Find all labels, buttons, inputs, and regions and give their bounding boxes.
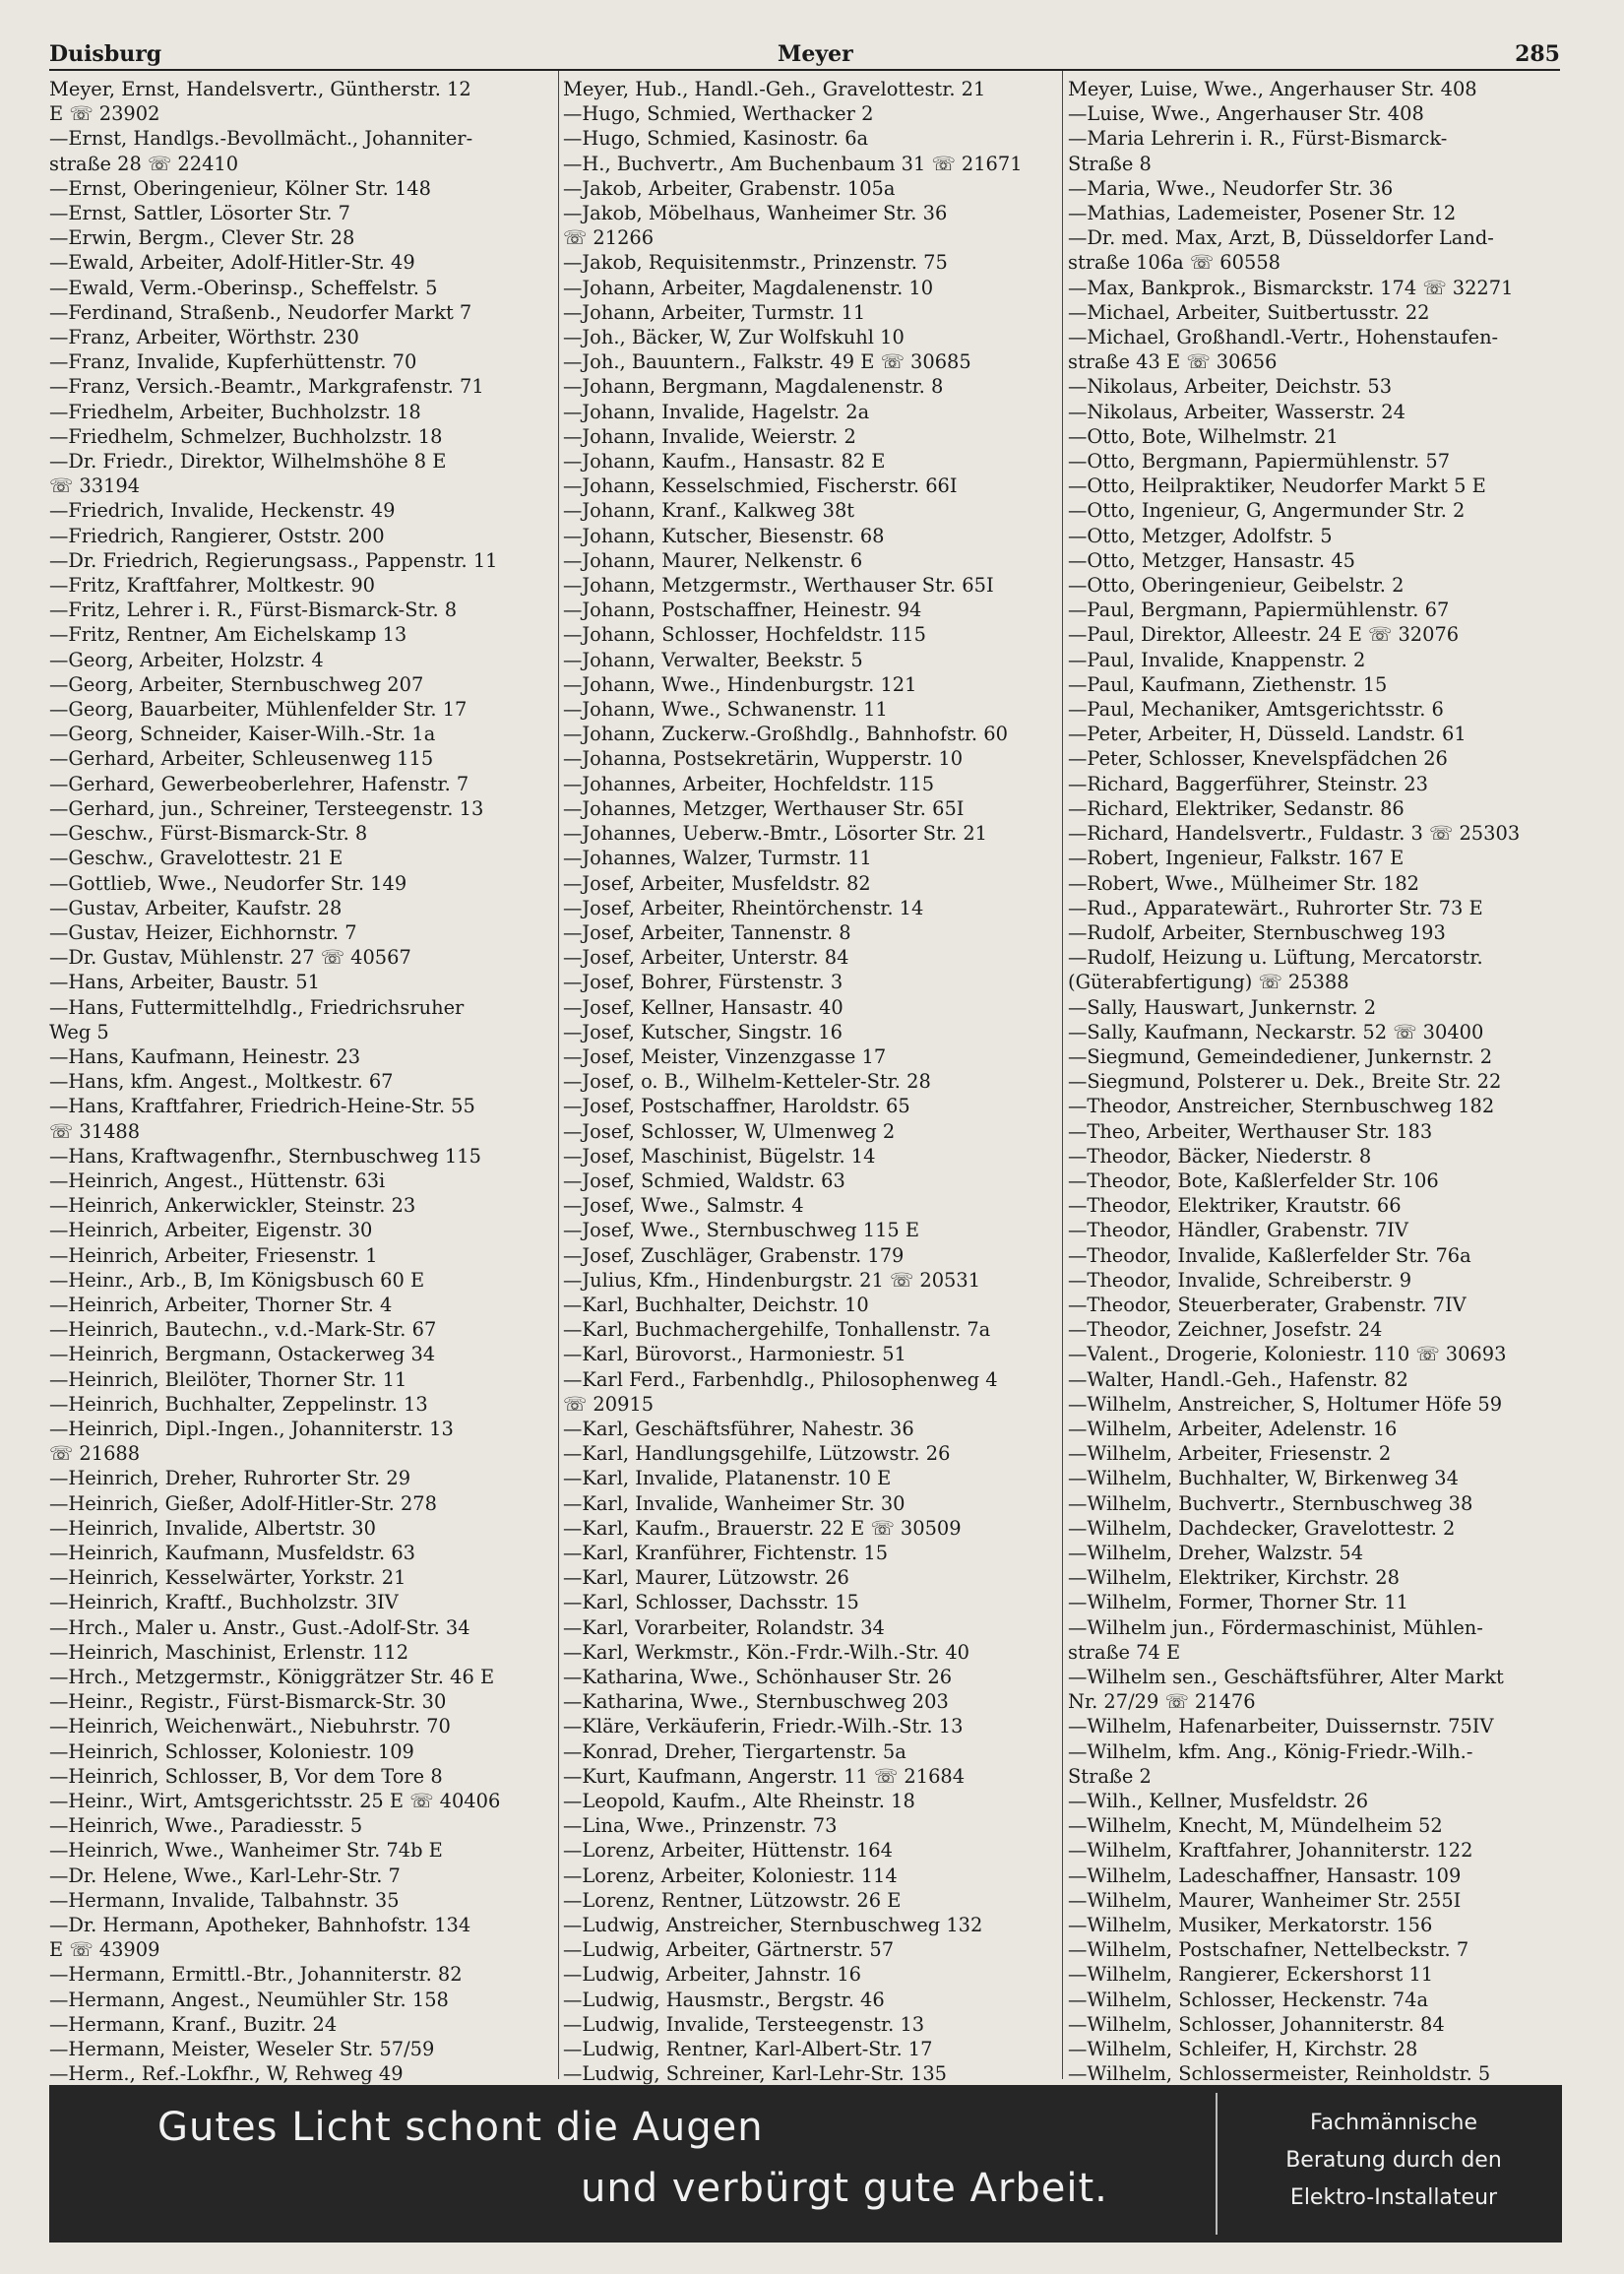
directory-entry: —H., Buchvertr., Am Buchenbaum 31 ☏ 21671 xyxy=(563,152,1023,175)
directory-entry: (Güterabfertigung) ☏ 25388 xyxy=(1068,971,1349,994)
directory-entry: —Georg, Bauarbeiter, Mühlenfelder Str. 17 xyxy=(49,698,468,722)
directory-entry: —Wilhelm, Former, Thorner Str. 11 xyxy=(1068,1591,1408,1614)
directory-entry: —Theodor, Anstreicher, Sternbuschweg 182 xyxy=(1068,1095,1495,1118)
directory-entry: Weg 5 xyxy=(49,1020,109,1043)
directory-entry: —Wilhelm sen., Geschäftsführer, Alter Markt xyxy=(1068,1666,1504,1688)
directory-entry: —Julius, Kfm., Hindenburgstr. 21 ☏ 20531 xyxy=(563,1268,981,1292)
directory-entry: —Theodor, Bäcker, Niederstr. 8 xyxy=(1068,1144,1372,1168)
directory-entry: —Paul, Mechaniker, Amtsgerichtsstr. 6 xyxy=(1068,698,1444,722)
directory-entry: —Siegmund, Gemeindediener, Junkernstr. 2 xyxy=(1068,1044,1493,1068)
directory-entry: —Heinrich, Ankerwickler, Steinstr. 23 xyxy=(49,1194,416,1218)
directory-entry: —Otto, Oberingenieur, Geibelstr. 2 xyxy=(1068,574,1405,598)
directory-entry: —Heinrich, Dipl.-Ingen., Johanniterstr. 13 xyxy=(49,1417,454,1440)
directory-entry: —Hans, Kraftfahrer, Friedrich-Heine-Str. 55 xyxy=(49,1095,475,1118)
advertisement-side-text xyxy=(1225,2105,1562,2217)
directory-entry: —Ludwig, Anstreicher, Sternbuschweg 132 xyxy=(563,1914,983,1937)
directory-entry: —Heinrich, Bautechn., v.d.-Mark-Str. 67 xyxy=(49,1318,437,1342)
advertisement-divider xyxy=(1216,2093,1218,2235)
directory-entry: —Ludwig, Arbeiter, Gärtnerstr. 57 xyxy=(563,1938,895,1962)
directory-entry: —Heinrich, Gießer, Adolf-Hitler-Str. 278 xyxy=(49,1491,437,1515)
directory-entry: —Johannes, Metzger, Werthauser Str. 65I xyxy=(563,796,965,820)
directory-entry: —Ewald, Verm.-Oberinsp., Scheffelstr. 5 xyxy=(49,276,438,299)
directory-entry: —Johann, Maurer, Nelkenstr. 6 xyxy=(563,548,863,572)
directory-entry: —Heinr., Wirt, Amtsgerichtsstr. 25 E ☏ 40406 xyxy=(49,1790,501,1813)
directory-entry: —Jakob, Möbelhaus, Wanheimer Str. 36 xyxy=(563,202,948,225)
directory-entry: —Kläre, Verkäuferin, Friedr.-Wilh.-Str. 13 xyxy=(563,1715,964,1738)
directory-entry: —Hans, Kraftwagenfhr., Sternbuschweg 115 xyxy=(49,1144,481,1168)
directory-entry: —Karl, Vorarbeiter, Rolandstr. 34 xyxy=(563,1615,885,1639)
directory-entry: ☏ 31488 xyxy=(49,1119,141,1143)
directory-entry: —Johann, Schlosser, Hochfeldstr. 115 xyxy=(563,623,926,647)
directory-entry: —Hrch., Maler u. Anstr., Gust.-Adolf-Str. 34 xyxy=(49,1615,470,1639)
directory-entry: —Josef, Maschinist, Bügelstr. 14 xyxy=(563,1144,876,1168)
directory-entry: —Ewald, Arbeiter, Adolf-Hitler-Str. 49 xyxy=(49,251,415,275)
directory-entry: —Erwin, Bergm., Clever Str. 28 xyxy=(49,226,355,250)
directory-entry: —Wilh., Kellner, Musfeldstr. 26 xyxy=(1068,1790,1369,1813)
directory-entry: —Paul, Kaufmann, Ziethenstr. 15 xyxy=(1068,672,1388,696)
directory-entry: —Wilhelm, Buchvertr., Sternbuschweg 38 xyxy=(1068,1491,1473,1515)
directory-entry: —Ernst, Handlgs.-Bevollmächt., Johanniter- xyxy=(49,127,473,151)
directory-entry: —Karl, Buchmachergehilfe, Tonhallenstr. 7a xyxy=(563,1318,991,1342)
directory-entry: —Johann, Zuckerw.-Großhdlg., Bahnhofstr. 60 xyxy=(563,723,1008,746)
directory-entry: —Wilhelm, Rangierer, Eckershorst 11 xyxy=(1068,1963,1434,1987)
directory-entry: —Johannes, Walzer, Turmstr. 11 xyxy=(563,847,872,870)
directory-entry: —Josef, Postschaffner, Haroldstr. 65 xyxy=(563,1095,910,1118)
directory-entry: —Heinrich, Schlosser, Koloniestr. 109 xyxy=(49,1739,414,1763)
directory-entry: —Wilhelm, Dreher, Walzstr. 54 xyxy=(1068,1541,1364,1564)
directory-entry: ☏ 20915 xyxy=(563,1392,655,1416)
directory-entry: —Heinrich, Angest., Hüttenstr. 63i xyxy=(49,1169,386,1192)
directory-entry: —Otto, Bergmann, Papiermühlenstr. 57 xyxy=(1068,450,1451,474)
directory-entry: —Kurt, Kaufmann, Angerstr. 11 ☏ 21684 xyxy=(563,1764,966,1788)
directory-entry: —Dr. Helene, Wwe., Karl-Lehr-Str. 7 xyxy=(49,1863,401,1887)
directory-entry: —Karl, Invalide, Wanheimer Str. 30 xyxy=(563,1491,906,1515)
directory-entry: —Dr. Hermann, Apotheker, Bahnhofstr. 134 xyxy=(49,1914,471,1937)
directory-entry: —Sally, Hauswart, Junkernstr. 2 xyxy=(1068,995,1377,1019)
directory-entry: —Katharina, Wwe., Schönhauser Str. 26 xyxy=(563,1666,953,1688)
directory-entry: —Otto, Heilpraktiker, Neudorfer Markt 5 E xyxy=(1068,474,1486,498)
directory-entry: —Hermann, Meister, Weseler Str. 57/59 xyxy=(49,2038,435,2061)
directory-entry: —Siegmund, Polsterer u. Dek., Breite Str. 22 xyxy=(1068,1070,1502,1094)
directory-entry: —Johann, Wwe., Schwanenstr. 11 xyxy=(563,698,888,722)
directory-entry: —Heinrich, Arbeiter, Eigenstr. 30 xyxy=(49,1219,373,1242)
directory-entry: —Johann, Metzgermstr., Werthauser Str. 65I xyxy=(563,574,994,598)
advertisement-slogan-line-1: Gutes Licht schont die Augen xyxy=(157,2105,764,2150)
directory-entry: —Paul, Invalide, Knappenstr. 2 xyxy=(1068,648,1366,671)
directory-entry: —Robert, Wwe., Mülheimer Str. 182 xyxy=(1068,871,1419,895)
directory-entry: —Dr. Gustav, Mühlenstr. 27 ☏ 40567 xyxy=(49,946,411,970)
directory-entry: —Franz, Invalide, Kupferhüttenstr. 70 xyxy=(49,350,417,374)
directory-entry: —Dr. Friedrich, Regierungsass., Pappenstr. 11 xyxy=(49,548,498,572)
directory-entry: —Friedrich, Rangierer, Oststr. 200 xyxy=(49,524,385,547)
directory-entry: —Ernst, Sattler, Lösorter Str. 7 xyxy=(49,202,350,225)
directory-entry: —Lorenz, Rentner, Lützowstr. 26 E xyxy=(563,1888,902,1912)
directory-entry: —Heinrich, Wwe., Paradiesstr. 5 xyxy=(49,1814,363,1838)
directory-entry: —Valent., Drogerie, Koloniestr. 110 ☏ 30693 xyxy=(1068,1343,1507,1366)
directory-entry: —Otto, Ingenieur, G, Angermunder Str. 2 xyxy=(1068,499,1466,523)
directory-entry: —Georg, Schneider, Kaiser-Wilh.-Str. 1a xyxy=(49,723,436,746)
directory-entry: —Gerhard, Gewerbeoberlehrer, Hafenstr. 7 xyxy=(49,772,469,795)
directory-entry: —Michael, Arbeiter, Suitbertusstr. 22 xyxy=(1068,300,1430,324)
directory-entry: —Karl, Bürovorst., Harmoniestr. 51 xyxy=(563,1343,906,1366)
directory-entry: —Fritz, Kraftfahrer, Moltkestr. 90 xyxy=(49,574,376,598)
directory-entry: —Gustav, Heizer, Eichhornstr. 7 xyxy=(49,920,357,944)
directory-entry: —Walter, Handl.-Geh., Hafenstr. 82 xyxy=(1068,1367,1408,1391)
directory-entry: —Heinrich, Kesselwärter, Yorkstr. 21 xyxy=(49,1566,406,1590)
directory-entry: —Wilhelm, Musiker, Merkatorstr. 156 xyxy=(1068,1914,1433,1937)
directory-entry: —Richard, Baggerführer, Steinstr. 23 xyxy=(1068,772,1428,795)
directory-entry: —Franz, Arbeiter, Wörthstr. 230 xyxy=(49,326,359,349)
directory-entry: —Wilhelm, kfm. Ang., König-Friedr.-Wilh.- xyxy=(1068,1739,1473,1763)
directory-entry: —Karl, Werkmstr., Kön.-Frdr.-Wilh.-Str. 40 xyxy=(563,1640,970,1664)
directory-entry: —Heinrich, Schlosser, B, Vor dem Tore 8 xyxy=(49,1764,443,1788)
directory-entry: straße 106a ☏ 60558 xyxy=(1068,251,1280,275)
directory-entry: —Gottlieb, Wwe., Neudorfer Str. 149 xyxy=(49,871,407,895)
page-number: 285 xyxy=(1515,41,1560,67)
directory-entry: —Heinrich, Dreher, Ruhrorter Str. 29 xyxy=(49,1467,411,1490)
directory-entry: —Hrch., Metzgermstr., Königgrätzer Str. 46 E xyxy=(49,1666,495,1688)
directory-entry: E ☏ 23902 xyxy=(49,102,160,126)
directory-entry: —Wilhelm, Buchhalter, W, Birkenweg 34 xyxy=(1068,1467,1459,1490)
directory-entry: —Wilhelm, Hafenarbeiter, Duissernstr. 75IV xyxy=(1068,1715,1494,1738)
directory-entry: —Josef, o. B., Wilhelm-Ketteler-Str. 28 xyxy=(563,1070,931,1094)
directory-entry: —Michael, Großhandl.-Vertr., Hohenstaufen- xyxy=(1068,326,1499,349)
directory-entry: —Ferdinand, Straßenb., Neudorfer Markt 7 xyxy=(49,300,472,324)
directory-entry: —Herm., Ref.-Lokfhr., W, Rehweg 49 xyxy=(49,2062,404,2086)
directory-entry: Meyer, Hub., Handl.-Geh., Gravelottestr. 21 xyxy=(563,78,986,100)
directory-entry: —Johann, Invalide, Weierstr. 2 xyxy=(563,424,856,448)
directory-entry: —Hans, kfm. Angest., Moltkestr. 67 xyxy=(49,1070,394,1094)
directory-entry: —Wilhelm, Schlossermeister, Reinholdstr. 5 xyxy=(1068,2062,1491,2086)
directory-entry: —Franz, Versich.-Beamtr., Markgrafenstr. 71 xyxy=(49,375,484,399)
directory-entry: —Wilhelm, Elektriker, Kirchstr. 28 xyxy=(1068,1566,1400,1590)
directory-entry: —Hermann, Kranf., Buzitr. 24 xyxy=(49,2012,338,2036)
advertisement-side-line: Beratung durch den xyxy=(1285,2148,1502,2173)
directory-entry: —Dr. Friedr., Direktor, Wilhelmshöhe 8 E xyxy=(49,450,447,474)
directory-entry: —Wilhelm, Arbeiter, Adelenstr. 16 xyxy=(1068,1417,1398,1440)
directory-entry: —Johannes, Arbeiter, Hochfeldstr. 115 xyxy=(563,772,935,795)
directory-entry: —Hans, Arbeiter, Baustr. 51 xyxy=(49,971,320,994)
directory-entry: —Josef, Wwe., Salmstr. 4 xyxy=(563,1194,804,1218)
directory-entry: —Heinrich, Wwe., Wanheimer Str. 74b E xyxy=(49,1839,443,1863)
directory-entry: —Heinrich, Bergmann, Ostackerweg 34 xyxy=(49,1343,436,1366)
directory-entry: —Paul, Direktor, Alleestr. 24 E ☏ 32076 xyxy=(1068,623,1460,647)
directory-entry: —Wilhelm jun., Fördermaschinist, Mühlen- xyxy=(1068,1615,1483,1639)
directory-entry: —Josef, Arbeiter, Musfeldstr. 82 xyxy=(563,871,871,895)
directory-entry: —Hermann, Angest., Neumühler Str. 158 xyxy=(49,1988,449,2011)
directory-entry: —Ludwig, Hausmstr., Bergstr. 46 xyxy=(563,1988,885,2011)
directory-entry: —Johann, Wwe., Hindenburgstr. 121 xyxy=(563,672,917,696)
directory-entry: —Johann, Kaufm., Hansastr. 82 E xyxy=(563,450,886,474)
directory-entry: —Heinrich, Buchhalter, Zeppelinstr. 13 xyxy=(49,1392,428,1416)
directory-entry: —Konrad, Dreher, Tiergartenstr. 5a xyxy=(563,1739,906,1763)
directory-entry: —Theodor, Invalide, Kaßlerfelder Str. 76a xyxy=(1068,1243,1471,1267)
directory-entry: —Rud., Apparatewärt., Ruhrorter Str. 73 E xyxy=(1068,896,1483,919)
directory-entry: —Richard, Handelsvertr., Fuldastr. 3 ☏ 25303 xyxy=(1068,822,1521,846)
directory-entry: —Richard, Elektriker, Sedanstr. 86 xyxy=(1068,796,1405,820)
directory-entry: —Johann, Invalide, Hagelstr. 2a xyxy=(563,400,870,423)
directory-entry: —Josef, Bohrer, Fürstenstr. 3 xyxy=(563,971,843,994)
directory-entry: —Karl, Maurer, Lützowstr. 26 xyxy=(563,1566,849,1590)
directory-entry: ☏ 33194 xyxy=(49,474,141,498)
directory-entry: —Paul, Bergmann, Papiermühlenstr. 67 xyxy=(1068,599,1450,622)
directory-entry: —Fritz, Lehrer i. R., Fürst-Bismarck-Str. 8 xyxy=(49,599,458,622)
directory-entry: —Johann, Arbeiter, Magdalenenstr. 10 xyxy=(563,276,934,299)
advertisement-side-line: Elektro-Installateur xyxy=(1289,2185,1498,2210)
directory-entry: —Peter, Arbeiter, H, Düsseld. Landstr. 61 xyxy=(1068,723,1467,746)
directory-entry: —Georg, Arbeiter, Holzstr. 4 xyxy=(49,648,324,671)
directory-entry: —Otto, Metzger, Hansastr. 45 xyxy=(1068,548,1355,572)
directory-entry: Meyer, Luise, Wwe., Angerhauser Str. 408 xyxy=(1068,78,1477,100)
directory-entry: —Karl, Geschäftsführer, Nahestr. 36 xyxy=(563,1417,914,1440)
directory-entry: —Heinrich, Maschinist, Erlenstr. 112 xyxy=(49,1640,409,1664)
directory-entry: —Mathias, Lademeister, Posener Str. 12 xyxy=(1068,202,1457,225)
directory-entry: —Josef, Wwe., Sternbuschweg 115 E xyxy=(563,1219,920,1242)
directory-entry: —Friedhelm, Arbeiter, Buchholzstr. 18 xyxy=(49,400,421,423)
directory-entry: —Theodor, Steuerberater, Grabenstr. 7IV xyxy=(1068,1293,1467,1316)
directory-entry: —Theodor, Zeichner, Josefstr. 24 xyxy=(1068,1318,1383,1342)
directory-entry: —Heinrich, Arbeiter, Friesenstr. 1 xyxy=(49,1243,378,1267)
directory-entry: —Hermann, Ermittl.-Btr., Johanniterstr. 82 xyxy=(49,1963,463,1987)
directory-entry: —Karl, Schlosser, Dachsstr. 15 xyxy=(563,1591,859,1614)
directory-entry: —Johanna, Postsekretärin, Wupperstr. 10 xyxy=(563,747,964,771)
directory-entry: —Katharina, Wwe., Sternbuschweg 203 xyxy=(563,1690,949,1714)
directory-entry: —Max, Bankprok., Bismarckstr. 174 ☏ 32271 xyxy=(1068,276,1514,299)
directory-entry: —Wilhelm, Dachdecker, Gravelottestr. 2 xyxy=(1068,1516,1456,1540)
directory-entry: —Wilhelm, Ladeschaffner, Hansastr. 109 xyxy=(1068,1863,1462,1887)
directory-entry: —Heinrich, Kraftf., Buchholzstr. 3IV xyxy=(49,1591,399,1614)
directory-entry: —Theodor, Invalide, Schreiberstr. 9 xyxy=(1068,1268,1412,1292)
directory-entry: Meyer, Ernst, Handelsvertr., Güntherstr. 12 xyxy=(49,78,471,100)
directory-entry: —Wilhelm, Maurer, Wanheimer Str. 255I xyxy=(1068,1888,1462,1912)
directory-entry: —Hermann, Invalide, Talbahnstr. 35 xyxy=(49,1888,400,1912)
directory-entry: —Heinrich, Arbeiter, Thorner Str. 4 xyxy=(49,1293,393,1316)
directory-entry: —Josef, Schmied, Waldstr. 63 xyxy=(563,1169,845,1192)
directory-entry: —Josef, Meister, Vinzenzgasse 17 xyxy=(563,1044,887,1068)
directory-entry: —Johann, Postschaffner, Heinestr. 94 xyxy=(563,599,922,622)
directory-entry: —Heinr., Arb., B, Im Königsbusch 60 E xyxy=(49,1268,425,1292)
directory-entry: —Maria, Wwe., Neudorfer Str. 36 xyxy=(1068,176,1394,200)
header-city: Duisburg xyxy=(49,41,162,67)
column-divider xyxy=(558,71,559,2079)
directory-entry: —Theodor, Bote, Kaßlerfelder Str. 106 xyxy=(1068,1169,1439,1192)
directory-entry: —Otto, Bote, Wilhelmstr. 21 xyxy=(1068,424,1339,448)
directory-entry: —Theodor, Händler, Grabenstr. 7IV xyxy=(1068,1219,1408,1242)
directory-entry: —Ludwig, Rentner, Karl-Albert-Str. 17 xyxy=(563,2038,933,2061)
directory-entry: —Heinrich, Weichenwärt., Niebuhrstr. 70 xyxy=(49,1715,451,1738)
directory-entry: —Joh., Bäcker, W, Zur Wolfskuhl 10 xyxy=(563,326,905,349)
directory-entry: —Heinr., Registr., Fürst-Bismarck-Str. 30 xyxy=(49,1690,447,1714)
page-header xyxy=(49,39,1560,71)
directory-column-1 xyxy=(49,77,556,2086)
directory-entry: —Karl Ferd., Farbenhdlg., Philosophenweg 4 xyxy=(563,1367,998,1391)
directory-entry: —Josef, Arbeiter, Tannenstr. 8 xyxy=(563,920,851,944)
directory-entry: —Johann, Kranf., Kalkweg 38t xyxy=(563,499,855,523)
directory-entry: —Hugo, Schmied, Kasinostr. 6a xyxy=(563,127,869,151)
directory-entry: —Wilhelm, Schlosser, Johanniterstr. 84 xyxy=(1068,2012,1445,2036)
directory-entry: —Heinrich, Bleilöter, Thorner Str. 11 xyxy=(49,1367,407,1391)
directory-entry: —Rudolf, Heizung u. Lüftung, Mercatorstr. xyxy=(1068,946,1483,970)
directory-entry: —Lorenz, Arbeiter, Hüttenstr. 164 xyxy=(563,1839,893,1863)
directory-entry: —Wilhelm, Schlosser, Heckenstr. 74a xyxy=(1068,1988,1429,2011)
directory-entry: —Nikolaus, Arbeiter, Wasserstr. 24 xyxy=(1068,400,1405,423)
directory-entry: —Ludwig, Invalide, Tersteegenstr. 13 xyxy=(563,2012,925,2036)
directory-entry: —Ludwig, Schreiner, Karl-Lehr-Str. 135 xyxy=(563,2062,947,2086)
directory-entry: —Wilhelm, Arbeiter, Friesenstr. 2 xyxy=(1068,1442,1392,1466)
directory-entry: —Josef, Kutscher, Singstr. 16 xyxy=(563,1020,843,1043)
directory-entry: —Maria Lehrerin i. R., Fürst-Bismarck- xyxy=(1068,127,1448,151)
directory-entry: —Heinrich, Kaufmann, Musfeldstr. 63 xyxy=(49,1541,416,1564)
directory-entry: —Gerhard, jun., Schreiner, Tersteegenstr. 13 xyxy=(49,796,484,820)
directory-entry: —Karl, Handlungsgehilfe, Lützowstr. 26 xyxy=(563,1442,951,1466)
directory-entry: Straße 2 xyxy=(1068,1764,1152,1788)
directory-entry: —Theodor, Elektriker, Krautstr. 66 xyxy=(1068,1194,1402,1218)
directory-entry: —Ludwig, Arbeiter, Jahnstr. 16 xyxy=(563,1963,861,1987)
directory-entry: —Georg, Arbeiter, Sternbuschweg 207 xyxy=(49,672,424,696)
header-surname: Meyer xyxy=(778,41,853,67)
directory-entry: ☏ 21266 xyxy=(563,226,655,250)
directory-entry: —Theo, Arbeiter, Werthauser Str. 183 xyxy=(1068,1119,1433,1143)
directory-entry: —Robert, Ingenieur, Falkstr. 167 E xyxy=(1068,847,1405,870)
advertisement-main xyxy=(49,2085,1211,2242)
directory-entry: —Josef, Kellner, Hansastr. 40 xyxy=(563,995,843,1019)
directory-entry: —Lina, Wwe., Prinzenstr. 73 xyxy=(563,1814,838,1838)
directory-entry: straße 43 E ☏ 30656 xyxy=(1068,350,1278,374)
directory-entry: —Sally, Kaufmann, Neckarstr. 52 ☏ 30400 xyxy=(1068,1020,1484,1043)
directory-entry: ☏ 21688 xyxy=(49,1442,141,1466)
directory-entry: —Joh., Bauuntern., Falkstr. 49 E ☏ 30685 xyxy=(563,350,971,374)
directory-entry: —Hans, Kaufmann, Heinestr. 23 xyxy=(49,1044,361,1068)
directory-entry: —Karl, Invalide, Platanenstr. 10 E xyxy=(563,1467,892,1490)
advertisement-slogan-line-2: und verbürgt gute Arbeit. xyxy=(581,2166,1108,2211)
directory-entry: Nr. 27/29 ☏ 21476 xyxy=(1068,1690,1256,1714)
directory-entry: —Leopold, Kaufm., Alte Rheinstr. 18 xyxy=(563,1790,915,1813)
directory-entry: E ☏ 43909 xyxy=(49,1938,160,1962)
directory-entry: —Josef, Schlosser, W, Ulmenweg 2 xyxy=(563,1119,896,1143)
directory-entry: —Wilhelm, Knecht, M, Mündelheim 52 xyxy=(1068,1814,1443,1838)
advertisement-banner xyxy=(49,2085,1562,2242)
directory-entry: —Gerhard, Arbeiter, Schleusenweg 115 xyxy=(49,747,434,771)
directory-entry: —Wilhelm, Postschafner, Nettelbeckstr. 7 xyxy=(1068,1938,1469,1962)
directory-entry: —Karl, Buchhalter, Deichstr. 10 xyxy=(563,1293,869,1316)
directory-entry: —Rudolf, Arbeiter, Sternbuschweg 193 xyxy=(1068,920,1446,944)
directory-entry: —Lorenz, Arbeiter, Koloniestr. 114 xyxy=(563,1863,898,1887)
directory-entry: —Wilhelm, Schleifer, H, Kirchstr. 28 xyxy=(1068,2038,1418,2061)
directory-entry: —Jakob, Requisitenmstr., Prinzenstr. 75 xyxy=(563,251,948,275)
directory-entry: —Dr. med. Max, Arzt, B, Düsseldorfer Land- xyxy=(1068,226,1494,250)
directory-entry: —Johann, Kesselschmied, Fischerstr. 66I xyxy=(563,474,958,498)
directory-entry: —Johann, Arbeiter, Turmstr. 11 xyxy=(563,300,866,324)
directory-entry: —Otto, Metzger, Adolfstr. 5 xyxy=(1068,524,1333,547)
directory-entry: Straße 8 xyxy=(1068,152,1152,175)
directory-entry: —Johann, Kutscher, Biesenstr. 68 xyxy=(563,524,885,547)
directory-entry: —Geschw., Gravelottestr. 21 E xyxy=(49,847,344,870)
directory-entry: —Wilhelm, Kraftfahrer, Johanniterstr. 122 xyxy=(1068,1839,1473,1863)
directory-entry: —Jakob, Arbeiter, Grabenstr. 105a xyxy=(563,176,896,200)
directory-entry: —Nikolaus, Arbeiter, Deichstr. 53 xyxy=(1068,375,1393,399)
directory-entry: —Geschw., Fürst-Bismarck-Str. 8 xyxy=(49,822,368,846)
directory-entry: —Heinrich, Invalide, Albertstr. 30 xyxy=(49,1516,376,1540)
directory-entry: straße 28 ☏ 22410 xyxy=(49,152,239,175)
directory-column-2 xyxy=(563,77,1063,2086)
directory-entry: —Gustav, Arbeiter, Kaufstr. 28 xyxy=(49,896,343,919)
directory-entry: —Josef, Arbeiter, Unterstr. 84 xyxy=(563,946,849,970)
directory-entry: —Hans, Futtermittelhdlg., Friedrichsruher xyxy=(49,995,465,1019)
directory-entry: —Fritz, Rentner, Am Eichelskamp 13 xyxy=(49,623,407,647)
directory-column-3 xyxy=(1068,77,1560,2086)
directory-entry: —Wilhelm, Anstreicher, S, Holtumer Höfe 59 xyxy=(1068,1392,1503,1416)
directory-entry: —Peter, Schlosser, Knevelspfädchen 26 xyxy=(1068,747,1448,771)
directory-entry: —Johann, Verwalter, Beekstr. 5 xyxy=(563,648,863,671)
directory-entry: straße 74 E xyxy=(1068,1640,1181,1664)
directory-entry: —Hugo, Schmied, Werthacker 2 xyxy=(563,102,874,126)
directory-entry: —Josef, Arbeiter, Rheintörchenstr. 14 xyxy=(563,896,924,919)
directory-entry: —Friedrich, Invalide, Heckenstr. 49 xyxy=(49,499,396,523)
directory-entry: —Johann, Bergmann, Magdalenenstr. 8 xyxy=(563,375,944,399)
advertisement-side-line: Fachmännische xyxy=(1309,2111,1478,2135)
directory-entry: —Karl, Kranführer, Fichtenstr. 15 xyxy=(563,1541,889,1564)
directory-entry: —Friedhelm, Schmelzer, Buchholzstr. 18 xyxy=(49,424,443,448)
directory-entry: —Ernst, Oberingenieur, Kölner Str. 148 xyxy=(49,176,431,200)
directory-entry: —Josef, Zuschläger, Grabenstr. 179 xyxy=(563,1243,905,1267)
directory-entry: —Johannes, Ueberw.-Bmtr., Lösorter Str. 21 xyxy=(563,822,988,846)
directory-entry: —Luise, Wwe., Angerhauser Str. 408 xyxy=(1068,102,1424,126)
directory-entry: —Karl, Kaufm., Brauerstr. 22 E ☏ 30509 xyxy=(563,1516,962,1540)
